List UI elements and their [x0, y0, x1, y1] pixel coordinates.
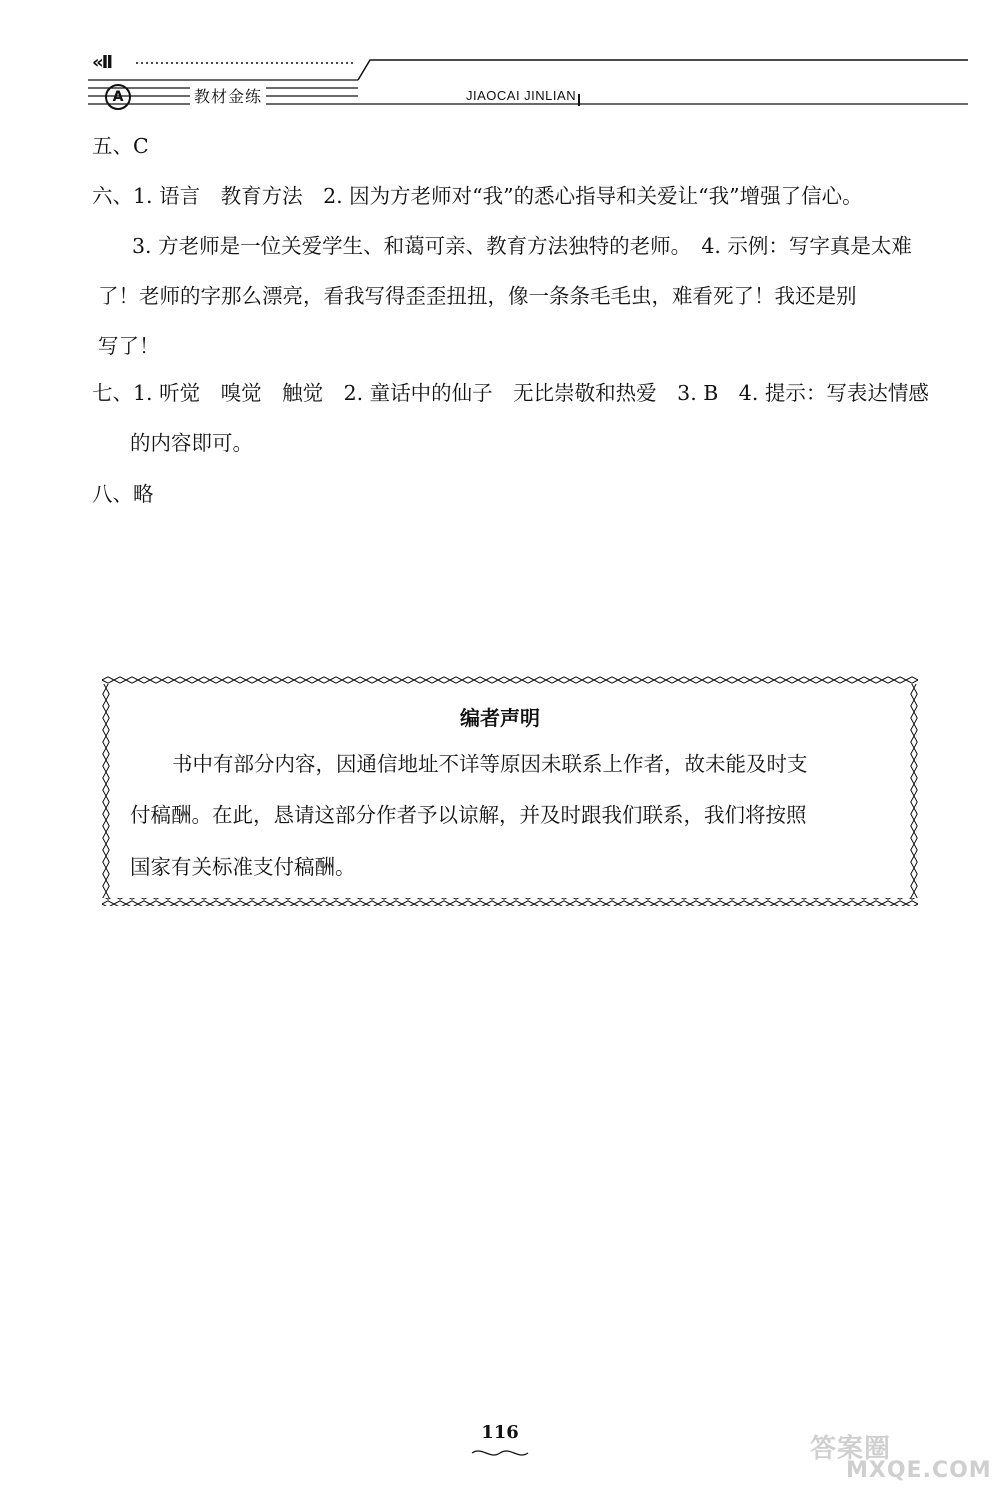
answer-line-6: 七、1. 听觉 嗅觉 触觉 2. 童话中的仙子 无比崇敬和热爱 3. B 4. 提示：写表达情感 — [92, 381, 929, 405]
footer-ornament — [470, 1446, 530, 1460]
notice-title: 编者声明 — [460, 706, 540, 730]
header-title: 教材金练 — [190, 84, 266, 107]
watermark-logo: 答案圈 — [810, 1434, 892, 1464]
answer-line-8: 八、略 — [92, 482, 154, 506]
page-number: 116 — [481, 1422, 519, 1443]
answer-line-7: 的内容即可。 — [130, 431, 253, 455]
answer-line-2: 六、1. 语言 教育方法 2. 因为方老师对“我”的悉心指导和关爱让“我”增强了信心。 — [92, 184, 863, 208]
answer-line-3: 3. 方老师是一位关爱学生、和蔼可亲、教育方法独特的老师。 4. 示例：写字真是太难 — [132, 234, 912, 258]
header-badge: A — [105, 84, 131, 110]
header-subtitle: JIAOCAI JINLIAN — [466, 88, 577, 103]
notice-line-1: 书中有部分内容，因通信地址不详等原因未联系上作者，故未能及时支 — [172, 752, 808, 776]
answer-line-5: 写了！ — [98, 334, 160, 358]
answer-line-4: 了！老师的字那么漂亮，看我写得歪歪扭扭，像一条条毛毛虫，难看死了！我还是别 — [98, 284, 857, 308]
notice-line-2: 付稿酬。在此，恳请这部分作者予以谅解，并及时跟我们联系，我们将按照 — [130, 803, 807, 827]
answer-line-1: 五、C — [92, 134, 149, 158]
nav-glyph: «II — [92, 52, 112, 73]
notice-line-3: 国家有关标准支付稿酬。 — [130, 855, 356, 879]
watermark-url: MXQE.COM — [846, 1458, 992, 1483]
